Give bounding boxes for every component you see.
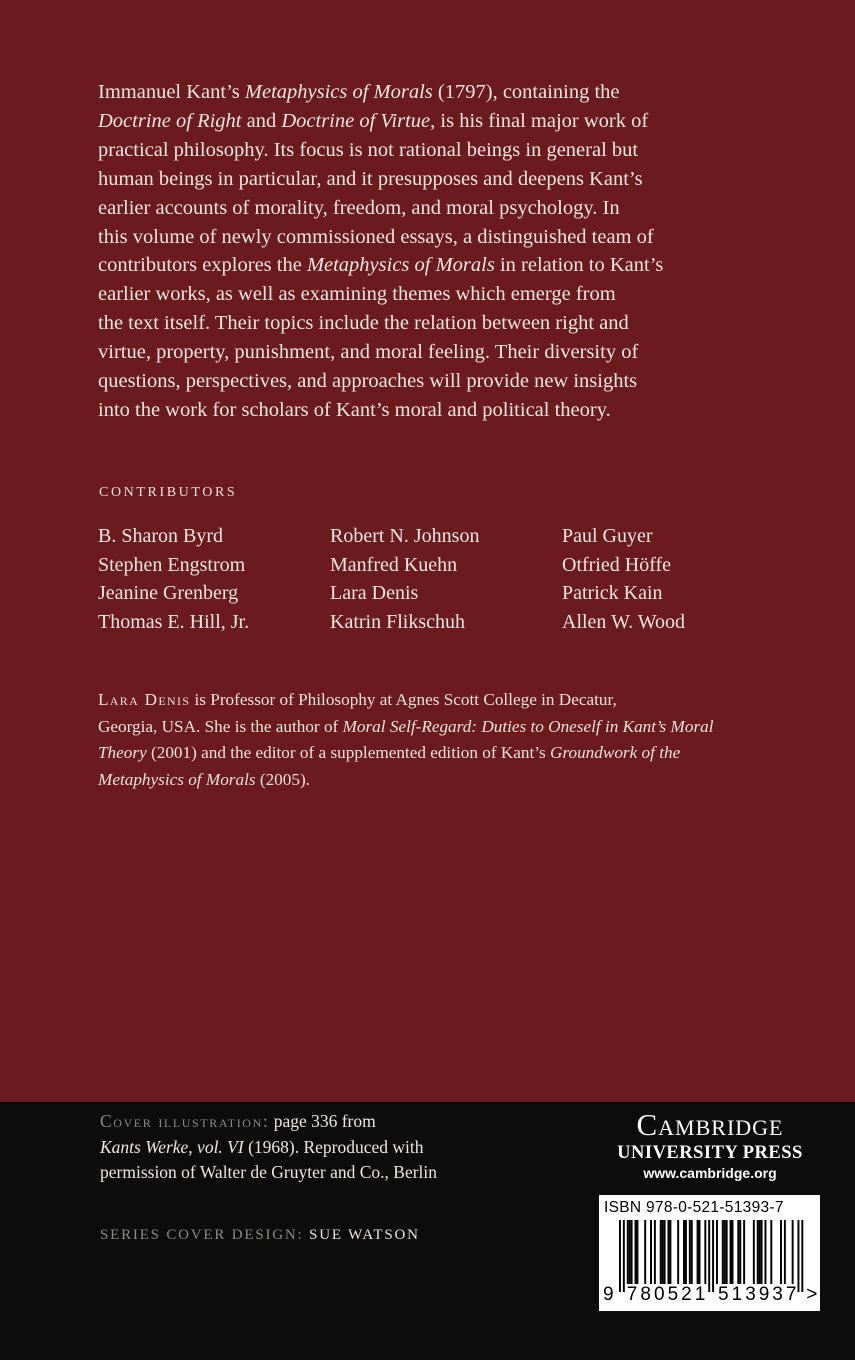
barcode-bar: [685, 1220, 687, 1284]
text-span: permission of Walter de Gruyter and Co., Berlin: [100, 1162, 438, 1182]
barcode-digit: 3: [745, 1284, 756, 1305]
contributor-name: Patrick Kain: [562, 582, 663, 605]
italic-text: Moral Self-Regard: Duties to Oneself in Kant’s Moral: [342, 716, 714, 736]
text-line: [98, 309, 698, 338]
barcode-bar: [660, 1220, 662, 1284]
barcode-bar: [636, 1220, 638, 1284]
barcode-digit: 8: [640, 1284, 651, 1305]
barcode-bar: [623, 1220, 625, 1292]
italic-text: Theory: [98, 743, 147, 762]
barcode-bar: [654, 1220, 656, 1284]
contributor-name: Robert N. Johnson: [330, 525, 480, 547]
text-line: [98, 107, 698, 136]
barcode-bar: [669, 1220, 671, 1284]
text-line: [98, 396, 698, 425]
text-span: questions, perspectives, and approaches will provide new insights: [98, 370, 638, 393]
text-line: [98, 78, 698, 107]
contributor-name: Manfred Kuehn: [330, 553, 458, 576]
italic-text: Kants Werke, vol. VI: [100, 1136, 244, 1157]
italic-text: Doctrine of Virtue: [281, 109, 431, 132]
barcode-bar: [732, 1220, 734, 1284]
text-span: earlier works, as well as examining themes which emerge from: [98, 283, 616, 306]
italic-text: Doctrine of Right: [98, 109, 242, 132]
series-credit-label: SERIES COVER DESIGN:: [100, 1227, 304, 1243]
publisher-logo: [600, 1107, 820, 1183]
barcode-bar: [650, 1220, 652, 1284]
barcode-bar: [801, 1220, 803, 1292]
contributor-name: Thomas E. Hill, Jr.: [98, 610, 250, 633]
barcode-bar: [662, 1220, 664, 1284]
barcode-digit: 9: [758, 1284, 770, 1305]
barcode-digit: 7: [785, 1284, 797, 1305]
barcode-digit: 0: [654, 1284, 665, 1305]
barcode-bar: [631, 1220, 633, 1284]
publisher-name: Cambridge: [636, 1107, 784, 1142]
contributor-name: B. Sharon Byrd: [98, 525, 223, 547]
barcode-bar: [644, 1220, 646, 1284]
barcode-bar: [757, 1220, 759, 1284]
text-line: [98, 767, 758, 794]
italic-text: Metaphysics of Morals: [98, 769, 256, 789]
barcode-quiet-mark: >: [806, 1284, 818, 1305]
barcode-digits: [599, 1284, 820, 1308]
barcode-bar: [697, 1220, 699, 1284]
contributor-name: Katrin Flikschuh: [330, 610, 465, 633]
text-line: [98, 338, 698, 367]
barcode-bar: [699, 1220, 701, 1284]
text-span: practical philosophy. Its focus is not rational beings in general but: [98, 138, 639, 161]
barcode-bar: [784, 1220, 786, 1284]
barcode-bar: [726, 1220, 728, 1284]
contributor-name: Lara Denis: [330, 582, 419, 605]
text-line: [98, 223, 698, 252]
contributor-name: Otfried Höffe: [562, 553, 672, 576]
barcode-digit: 5: [718, 1284, 729, 1305]
barcode-bar: [797, 1220, 799, 1292]
barcode-bar: [689, 1220, 691, 1284]
barcode-bar: [691, 1220, 693, 1284]
barcode-bar: [780, 1220, 782, 1284]
text-span: , is his final major work of: [430, 109, 649, 132]
text-line: [98, 740, 758, 767]
text-line: [100, 1135, 437, 1161]
italic-text: Groundwork of the: [550, 743, 681, 762]
contributor-name: Allen W. Wood: [562, 610, 686, 633]
text-span: (2001) and the editor of a supplemented edition of Kant’s: [146, 743, 551, 762]
text-span: contributors explores the: [98, 254, 307, 277]
cover-illustration-credit: [100, 1109, 437, 1186]
text-span: virtue, property, punishment, and moral feeling. Their diversity of: [98, 341, 639, 364]
barcode-bar: [664, 1220, 666, 1284]
barcode-digit: 7: [626, 1284, 638, 1305]
barcode-bar: [743, 1220, 745, 1284]
credit-label: Cover illustration:: [100, 1111, 270, 1131]
barcode-bar: [792, 1220, 794, 1284]
barcode-bar: [627, 1220, 629, 1284]
series-cover-design-credit: [100, 1227, 420, 1244]
contributors-column-1: [98, 522, 249, 636]
contributor-name: Paul Guyer: [562, 525, 653, 547]
barcode-bar: [716, 1220, 718, 1284]
barcode-digit: 5: [667, 1284, 679, 1305]
contributors-column-3: [562, 522, 685, 636]
text-line: [98, 367, 698, 396]
text-span: Immanuel Kant’s: [98, 81, 245, 103]
series-credit-value: SUE WATSON: [309, 1227, 420, 1243]
contributors-column-2: [330, 522, 479, 636]
text-line: [98, 280, 698, 309]
text-line: [98, 714, 758, 741]
barcode-bar: [739, 1220, 741, 1284]
isbn-barcode: [599, 1195, 820, 1311]
barcode-bar: [635, 1220, 637, 1284]
barcode-bar: [724, 1220, 726, 1284]
barcode-bar: [619, 1220, 621, 1292]
italic-text: Metaphysics of Morals: [306, 254, 495, 277]
text-line: [100, 1109, 437, 1135]
barcode-bar: [683, 1220, 685, 1284]
barcode-bar: [770, 1220, 772, 1284]
barcode-bar: [765, 1220, 767, 1284]
text-span: page 336 from: [269, 1111, 376, 1131]
text-line: [98, 194, 698, 223]
text-span: the text itself. Their topics include the relation between right and: [98, 312, 629, 335]
italic-text: Metaphysics of Morals: [244, 81, 433, 103]
barcode-bar: [753, 1220, 755, 1284]
text-span: human beings in particular, and it presupposes and deepens Kant’s: [98, 167, 643, 190]
text-span: this volume of newly commissioned essays, a distinguished team of: [98, 225, 654, 248]
barcode-bar: [712, 1220, 714, 1292]
smallcaps-name: Lara Denis: [98, 690, 191, 709]
text-line: [98, 165, 698, 194]
barcode-bar: [629, 1220, 631, 1284]
text-line: [98, 136, 698, 165]
publisher-url: www.cambridge.org: [643, 1165, 777, 1181]
barcode-bar: [677, 1220, 679, 1284]
barcode-bar: [761, 1220, 763, 1284]
contributor-name: Jeanine Grenberg: [98, 582, 239, 605]
barcode-bar: [668, 1220, 670, 1284]
text-span: into the work for scholars of Kant’s moral and political theory.: [98, 398, 611, 421]
editor-bio: [98, 687, 758, 793]
text-span: and: [241, 109, 282, 132]
barcode-digit: 1: [731, 1284, 743, 1305]
text-span: Georgia, USA. She is the author of: [98, 716, 343, 736]
barcode-digit: 9: [603, 1284, 614, 1305]
text-span: (1968). Reproduced with: [243, 1136, 424, 1157]
text-span: (1797), containing the: [432, 81, 620, 103]
publisher-press: UNIVERSITY PRESS: [617, 1143, 803, 1163]
barcode-digit: 1: [694, 1284, 706, 1305]
contributors-heading: CONTRIBUTORS: [99, 485, 238, 500]
text-line: [98, 251, 698, 280]
isbn-label: ISBN 978-0-521-51393-7: [604, 1199, 784, 1216]
text-span: (2005).: [255, 769, 310, 789]
barcode-bar: [708, 1220, 710, 1292]
text-span: in relation to Kant’s: [494, 254, 664, 277]
book-description: [98, 78, 698, 425]
contributor-name: Stephen Engstrom: [98, 553, 246, 576]
barcode-bar: [704, 1220, 706, 1284]
text-span: earlier accounts of morality, freedom, and moral psychology. In: [98, 196, 620, 219]
barcode-bar: [737, 1220, 739, 1284]
barcode-bar: [759, 1220, 761, 1284]
text-span: is Professor of Philosophy at Agnes Scott College in Decatur,: [190, 690, 617, 709]
text-line: [100, 1160, 437, 1186]
barcode-digit: 2: [681, 1284, 692, 1305]
barcode-digit: 3: [772, 1284, 783, 1305]
barcode-bar: [730, 1220, 732, 1284]
text-line: [98, 687, 758, 714]
barcode-bar: [722, 1220, 724, 1284]
